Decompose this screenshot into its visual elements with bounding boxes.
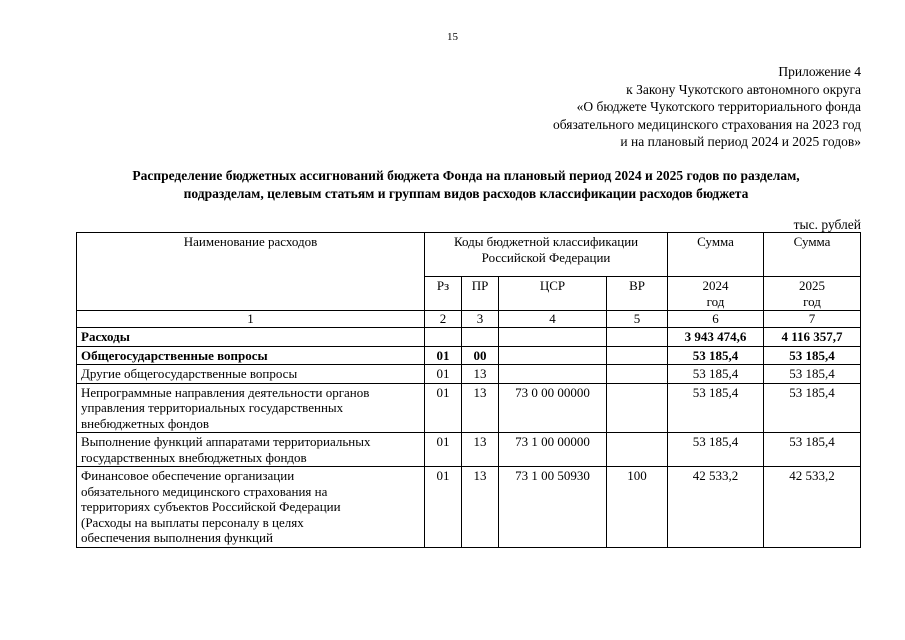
row-name-line: Непрограммные направления деятельности органов [81,384,370,400]
page-number: 15 [447,31,458,43]
row-pr: 13 [462,383,499,433]
table-row [77,328,861,347]
row-name-line: управления территориальных государственных [81,400,344,415]
row-vr [607,383,668,433]
row-sum-2024: 3 943 474,6 [668,328,764,347]
table-row [77,365,861,384]
row-sum-2024: 53 185,4 [668,365,764,384]
header-name: Наименование расходов [77,233,425,311]
appendix-line: «О бюджете Чукотского территориального фонда [576,99,861,114]
budget-rows [77,328,861,548]
header-year-2024 [668,277,764,311]
document-title [60,167,872,203]
header-sum-2024: Сумма [668,233,764,277]
row-name-line: обеспечения выполнения функций [81,530,273,545]
row-rz: 01 [425,433,462,467]
header-year-line: год [706,293,725,309]
column-number: 7 [764,311,861,328]
row-name-line: Другие общегосударственные вопросы [81,366,298,381]
column-number: 5 [607,311,668,328]
row-pr: 13 [462,365,499,384]
row-name [77,433,425,467]
header-year-2025 [764,277,861,311]
appendix-reference [553,63,861,151]
row-rz: 01 [425,467,462,548]
budget-table [76,232,861,548]
row-name-line: Общегосударственные вопросы [81,347,268,363]
row-name-line: Финансовое обеспечение организации [81,468,295,483]
row-rz: 01 [425,383,462,433]
row-name-line: внебюджетных фондов [81,415,209,431]
header-year-line: 2024 [702,278,729,293]
header-year-line: 2025 [799,278,826,293]
row-vr: 100 [607,467,668,548]
column-number: 3 [462,311,499,328]
table-row [77,467,861,548]
table-row [77,433,861,467]
row-pr: 13 [462,433,499,467]
row-vr [607,365,668,384]
row-rz: 01 [425,365,462,384]
row-name [77,383,425,433]
row-csr: 73 1 00 00000 [499,433,607,467]
header-year-line: год [803,293,821,309]
row-sum-2025: 53 185,4 [764,383,861,433]
row-name-line: (Расходы на выплаты персоналу в целях [81,514,304,530]
row-pr [462,328,499,347]
row-sum-2025: 53 185,4 [764,365,861,384]
title-line: Распределение бюджетных ассигнований бюджета Фонда на плановый период 2024 и 2025 годов по разделам, [132,168,800,183]
units-label: тыс. рублей [793,217,861,232]
table-row [77,346,861,365]
row-sum-2024: 42 533,2 [668,467,764,548]
row-csr [499,346,607,365]
row-vr [607,328,668,347]
row-sum-2025: 42 533,2 [764,467,861,548]
column-number: 2 [425,311,462,328]
row-rz: 01 [425,346,462,365]
row-name-line: обязательного медицинского страхования на [81,483,328,499]
title-line: подразделам, целевым статьям и группам видов расходов классификации расходов бюджета [183,186,749,201]
row-vr [607,433,668,467]
column-number: 1 [77,311,425,328]
row-pr: 13 [462,467,499,548]
header-pr: ПР [462,277,499,311]
row-name-line: Выполнение функций аппаратами территориальных [81,434,371,449]
row-sum-2024: 53 185,4 [668,383,764,433]
table-row [77,383,861,433]
header-csr: ЦСР [499,277,607,311]
row-name [77,365,425,384]
row-sum-2025: 4 116 357,7 [764,328,861,347]
row-csr [499,328,607,347]
row-sum-2024: 53 185,4 [668,433,764,467]
header-vr: ВР [607,277,668,311]
column-number-row [77,311,861,328]
column-number: 6 [668,311,764,328]
header-rz: Рз [425,277,462,311]
row-vr [607,346,668,365]
header-codes-line: Российской Федерации [481,249,611,265]
row-pr: 00 [462,346,499,365]
table-header-row [77,233,861,277]
row-name-line: государственных внебюджетных фондов [81,449,307,465]
header-codes-line: Коды бюджетной классификации [453,234,639,249]
row-name [77,467,425,548]
appendix-line: к Закону Чукотского автономного округа [626,81,861,97]
row-sum-2025: 53 185,4 [764,433,861,467]
appendix-line: обязательного медицинского страхования на 2023 год [552,116,861,132]
appendix-line: и на плановый период 2024 и 2025 годов» [620,134,861,149]
appendix-line: Приложение 4 [778,64,861,79]
header-codes [425,233,668,277]
row-csr: 73 1 00 50930 [499,467,607,548]
row-sum-2025: 53 185,4 [764,346,861,365]
row-sum-2024: 53 185,4 [668,346,764,365]
row-name-line: Расходы [81,329,130,344]
row-csr [499,365,607,384]
column-number: 4 [499,311,607,328]
row-name [77,328,425,347]
row-name [77,346,425,365]
header-sum-2025: Сумма [764,233,861,277]
row-rz [425,328,462,347]
row-csr: 73 0 00 00000 [499,383,607,433]
row-name-line: территориях субъектов Российской Федерации [81,499,341,514]
